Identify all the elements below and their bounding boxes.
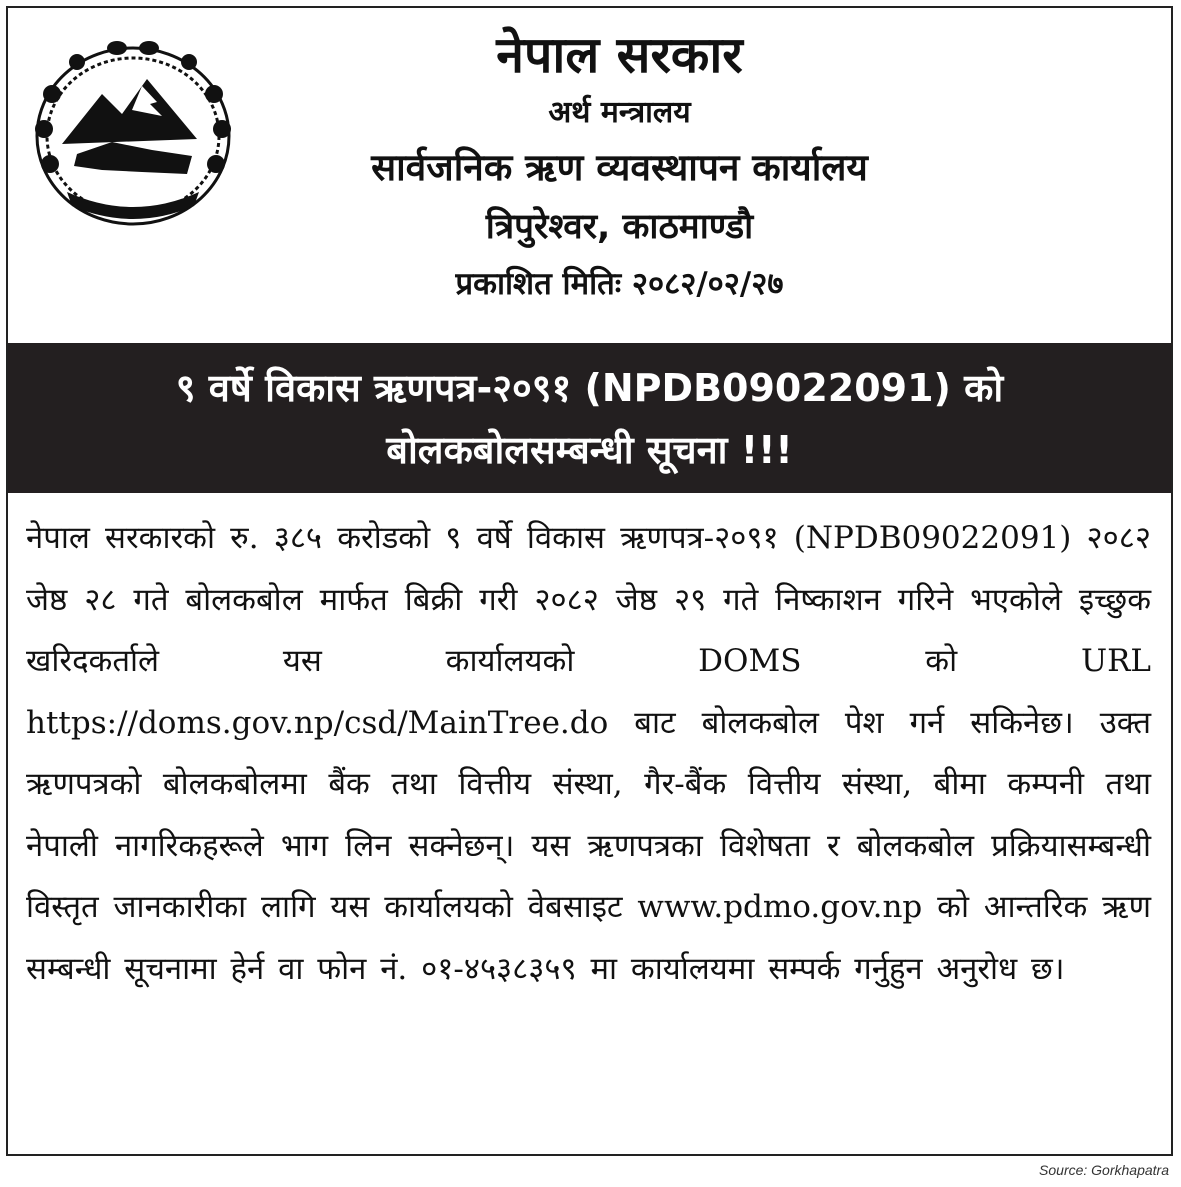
notice-body: नेपाल सरकारको रु. ३८५ करोडको ९ वर्षे विकास ऋणपत्र-२०९१ (NPDB09022091) २०८२ जेष्ठ २८ गते बोलकबोल मार्फत बिक्री गरी २०८२ जेष्ठ २९ गते निष्काशन गरिने भएकोले इच्छुक खरिदकर्ताले यस कार्यालयको DOMS को URL https://doms.gov.np/csd/MainTree.do बाट बोलकबोल पेश गर्न सकिनेछ। उक्त ऋणपत्रको बोलकबोलमा बैंक तथा वित्तीय संस्था, गैर-बैंक वित्तीय संस्था, बीमा कम्पनी तथा नेपाली नागरिकहरूले भाग लिन सक्नेछन्। यस ऋणपत्रका विशेषता र बोलकबोल प्रक्रियासम्बन्धी विस्तृत जानकारीका लागि यस कार्यालयको वेबसाइट www.pdmo.gov.np को आन्तरिक ऋण सम्बन्धी सूचनामा हेर्न वा फोन नं. ०१-४५३८३५९ मा कार्यालयमा सम्पर्क गर्नुहुन अनुरोध छ। [26, 520, 1151, 987]
notice-title-band [8, 343, 1171, 493]
notice [6, 6, 1173, 1156]
government-name: नेपाल सरकार [496, 26, 743, 84]
ministry-name: अर्थ मन्त्रालय [548, 95, 691, 130]
header-text [8, 26, 1171, 312]
office-address: त्रिपुरेश्वर, काठमाण्डौ [485, 207, 754, 247]
notice-header [8, 8, 1171, 343]
source-credit: Source: Gorkhapatra [1039, 1162, 1169, 1178]
office-name: सार्वजनिक ऋण व्यवस्थापन कार्यालय [371, 146, 868, 189]
publication-date: प्रकाशित मितिः २०८२/०२/२७ [455, 266, 784, 302]
notice-title-line2: बोलकबोलसम्बन्धी सूचना !!! [386, 428, 793, 472]
notice-title-line1: ९ वर्षे विकास ऋणपत्र-२०९१ (NPDB09022091) को [175, 366, 1004, 410]
